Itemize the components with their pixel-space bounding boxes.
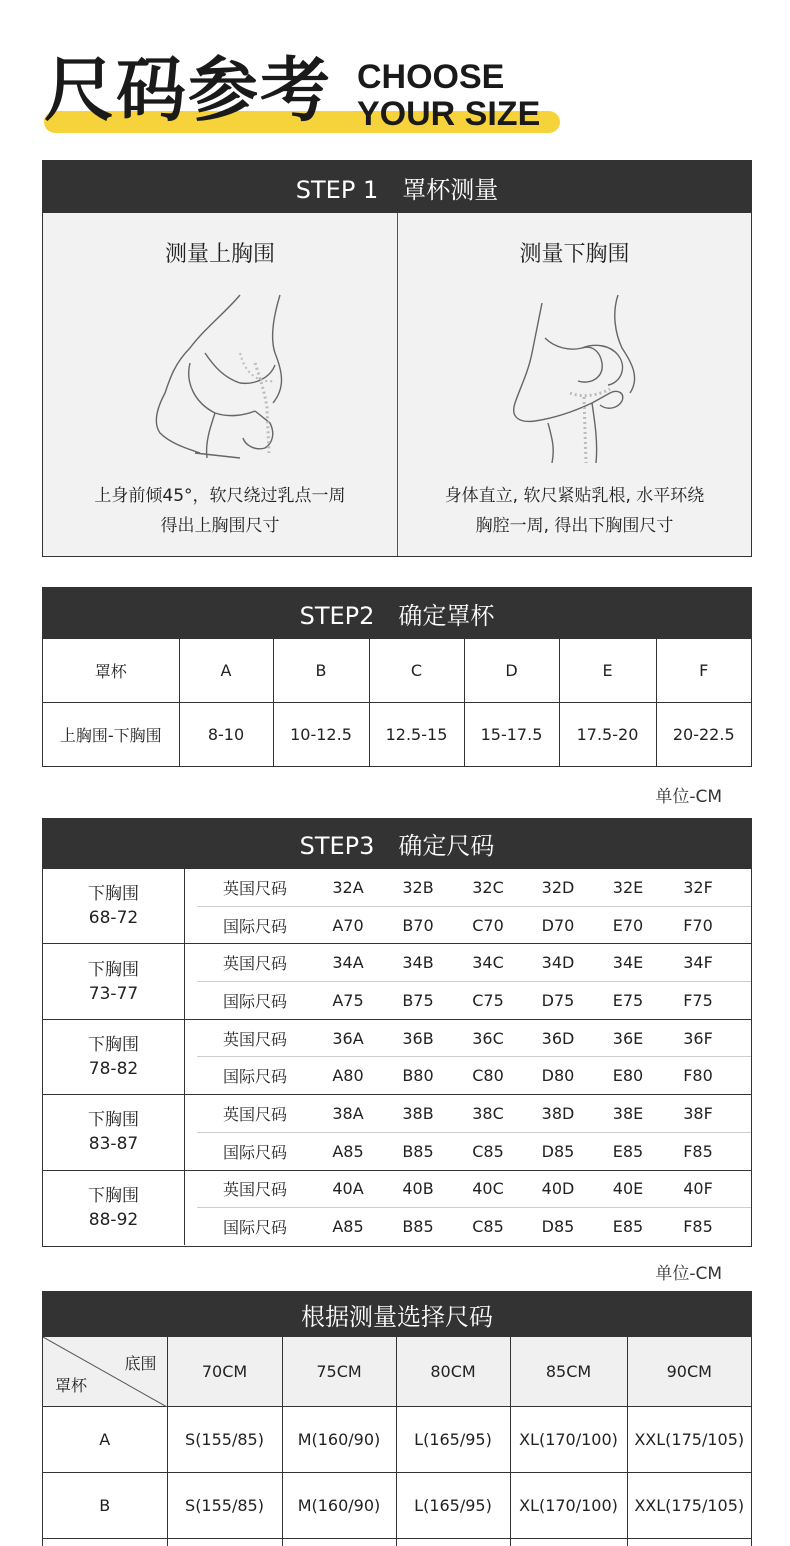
size-value: F85: [683, 1141, 713, 1161]
underbust-range-label: [43, 1171, 185, 1245]
size-value: A80: [332, 1066, 364, 1086]
size-value: D85: [541, 1141, 575, 1161]
page-title-en-line1: CHOOSE: [357, 58, 505, 96]
underbust-label: 下胸围: [88, 1110, 139, 1131]
table-cell: [43, 1539, 167, 1546]
size-group: [43, 868, 751, 943]
size-value: A85: [332, 1141, 364, 1161]
underbust-range: 83-87: [88, 1134, 139, 1155]
row-label: 英国尺码: [222, 1105, 287, 1125]
cup-table: [43, 638, 751, 767]
cup-cell: B: [43, 1473, 167, 1539]
underbust-range-label: [43, 1095, 185, 1169]
step2-section: [42, 587, 752, 767]
underbust-range-label: [43, 869, 185, 943]
intl-size-row: [197, 981, 751, 1019]
size-value: 32A: [332, 877, 364, 897]
upper-bust-illustration: [145, 293, 295, 463]
page-title-en-line2: YOUR SIZE: [357, 95, 541, 133]
size-value: 34B: [402, 953, 434, 973]
size-value: 38C: [472, 1104, 504, 1124]
size-value: E85: [612, 1141, 644, 1161]
size-value: 32B: [402, 877, 434, 897]
table-row: [43, 1407, 751, 1473]
table-cell: D: [464, 639, 559, 703]
page-header: [0, 0, 790, 150]
table-cell: 10-12.5: [273, 703, 369, 767]
upper-bust-desc-line1: 上身前倾45°，软尺绕过乳点一周: [94, 486, 346, 506]
table-cell: [167, 1539, 282, 1546]
underbust-label: 下胸围: [88, 1034, 139, 1055]
size-value: A70: [332, 915, 364, 935]
step3-section: [42, 818, 752, 1247]
size-value: 38B: [402, 1104, 434, 1124]
size-value: D70: [541, 915, 575, 935]
table-cell: M(160/90): [282, 1473, 396, 1539]
step1-section: [42, 160, 752, 557]
size-value: 36C: [472, 1028, 504, 1048]
size-value: 38A: [332, 1104, 364, 1124]
size-value: B80: [402, 1066, 434, 1086]
table-cell: 20-22.5: [656, 703, 751, 767]
table-cell: L(165/95): [396, 1407, 510, 1473]
under-bust-illustration: [500, 293, 650, 463]
size-value: E70: [612, 915, 644, 935]
table-cell: A: [179, 639, 273, 703]
table-row: [43, 1473, 751, 1539]
size-value: 38D: [541, 1104, 575, 1124]
size-value: 40C: [472, 1179, 504, 1199]
size-value: B85: [402, 1141, 434, 1161]
size-select-section: [42, 1291, 752, 1546]
size-value: D75: [541, 990, 575, 1010]
underbust-range: 68-72: [88, 908, 139, 929]
table-cell: [510, 1539, 627, 1546]
size-value: C85: [472, 1217, 504, 1237]
size-value: D85: [541, 1217, 575, 1237]
size-value: 40A: [332, 1179, 364, 1199]
table-cell: 12.5-15: [369, 703, 464, 767]
under-bust-panel: [397, 213, 751, 556]
size-value: 34E: [612, 953, 644, 973]
table-cell: C: [369, 639, 464, 703]
size-value: 38E: [612, 1104, 644, 1124]
size-value: 34A: [332, 953, 364, 973]
size-value: 34C: [472, 953, 504, 973]
uk-size-row: [197, 1095, 751, 1132]
row-label: 国际尺码: [222, 991, 287, 1011]
size-value: 34F: [683, 953, 713, 973]
column-header: 85CM: [510, 1337, 627, 1407]
size-value: F85: [683, 1217, 713, 1237]
size-value: 40F: [683, 1179, 713, 1199]
table-cell: [396, 1539, 510, 1546]
size-select-table: [43, 1336, 751, 1546]
size-select-heading: 根据测量选择尺码: [43, 1292, 751, 1336]
uk-size-row: [197, 1020, 751, 1057]
size-value: 32D: [541, 877, 575, 897]
intl-size-row: [197, 906, 751, 944]
size-value: 32E: [612, 877, 644, 897]
size-value: B70: [402, 915, 434, 935]
under-bust-title: 测量下胸围: [519, 242, 630, 267]
step3-heading: STEP3 确定尺码: [43, 819, 751, 868]
row-label: 英国尺码: [222, 1180, 287, 1200]
size-value: 36A: [332, 1028, 364, 1048]
underbust-label: 下胸围: [88, 959, 139, 980]
intl-size-row: [197, 1056, 751, 1094]
size-value: 36F: [683, 1028, 713, 1048]
size-value: E85: [612, 1217, 644, 1237]
size-value: B85: [402, 1217, 434, 1237]
size-value: 36D: [541, 1028, 575, 1048]
corner-cell: [43, 1337, 167, 1407]
under-bust-desc-line2: 胸腔一周, 得出下胸围尺寸: [475, 516, 674, 536]
step2-heading: STEP2 确定罩杯: [43, 588, 751, 638]
underbust-range: 73-77: [88, 983, 139, 1004]
row-label: 国际尺码: [222, 1218, 287, 1238]
unit-label: 单位-CM: [655, 1264, 722, 1284]
corner-top-label: 底围: [124, 1354, 157, 1373]
table-cell: 17.5-20: [559, 703, 656, 767]
table-cell: [282, 1539, 396, 1546]
table-row: [43, 703, 751, 767]
row-label: 国际尺码: [222, 1142, 287, 1162]
size-value: E80: [612, 1066, 644, 1086]
size-value: 40E: [612, 1179, 644, 1199]
size-value: C75: [472, 990, 504, 1010]
table-cell: B: [273, 639, 369, 703]
intl-size-row: [197, 1207, 751, 1245]
uk-size-row: [197, 1171, 751, 1208]
size-value: D80: [541, 1066, 575, 1086]
underbust-range-label: [43, 944, 185, 1018]
table-cell: XL(170/100): [510, 1407, 627, 1473]
upper-bust-title: 测量上胸围: [164, 242, 275, 267]
table-cell: 8-10: [179, 703, 273, 767]
size-value: C85: [472, 1141, 504, 1161]
column-header: 75CM: [282, 1337, 396, 1407]
underbust-range: 88-92: [88, 1209, 139, 1230]
page-title: 尺码参考: [44, 49, 332, 131]
table-cell: 上胸围-下胸围: [43, 703, 179, 767]
size-value: F75: [683, 990, 713, 1010]
size-value: 38F: [683, 1104, 713, 1124]
size-value: 36B: [402, 1028, 434, 1048]
table-cell: L(165/95): [396, 1473, 510, 1539]
table-row-partial: [43, 1539, 751, 1546]
size-group: [43, 1170, 751, 1245]
table-cell: M(160/90): [282, 1407, 396, 1473]
size-group: [43, 1019, 751, 1094]
unit-label: 单位-CM: [655, 787, 722, 807]
uk-size-row: [197, 944, 751, 981]
cup-cell: A: [43, 1407, 167, 1473]
row-label: 国际尺码: [222, 1067, 287, 1087]
column-header: 80CM: [396, 1337, 510, 1407]
table-cell: XL(170/100): [510, 1473, 627, 1539]
table-cell: S(155/85): [167, 1473, 282, 1539]
column-header: 70CM: [167, 1337, 282, 1407]
size-value: E75: [612, 990, 644, 1010]
size-value: 40B: [402, 1179, 434, 1199]
table-cell: XXL(175/105): [627, 1407, 751, 1473]
table-cell: 15-17.5: [464, 703, 559, 767]
table-cell: 罩杯: [43, 639, 179, 703]
size-value: 32C: [472, 877, 504, 897]
table-header-row: [43, 1337, 751, 1407]
size-value: C70: [472, 915, 504, 935]
size-value: 34D: [541, 953, 575, 973]
size-value: A85: [332, 1217, 364, 1237]
size-value: C80: [472, 1066, 504, 1086]
underbust-label: 下胸围: [88, 884, 139, 905]
table-cell: E: [559, 639, 656, 703]
size-value: 36E: [612, 1028, 644, 1048]
corner-bottom-label: 罩杯: [55, 1376, 88, 1395]
uk-size-row: [197, 869, 751, 906]
size-group: [43, 1094, 751, 1169]
row-label: 国际尺码: [222, 916, 287, 936]
size-group: [43, 943, 751, 1018]
intl-size-row: [197, 1132, 751, 1170]
underbust-label: 下胸围: [88, 1185, 139, 1206]
under-bust-desc-line1: 身体直立, 软尺紧贴乳根, 水平环绕: [444, 486, 705, 506]
upper-bust-panel: [43, 213, 397, 556]
table-cell: XXL(175/105): [627, 1473, 751, 1539]
underbust-range: 78-82: [88, 1058, 139, 1079]
row-label: 英国尺码: [222, 878, 287, 898]
table-row: [43, 639, 751, 703]
size-value: A75: [332, 990, 364, 1010]
size-value: B75: [402, 990, 434, 1010]
underbust-range-label: [43, 1020, 185, 1094]
size-value: 32F: [683, 877, 713, 897]
column-header: 90CM: [627, 1337, 751, 1407]
step1-heading: STEP 1 罩杯测量: [43, 161, 751, 213]
size-value: F70: [683, 915, 713, 935]
table-cell: F: [656, 639, 751, 703]
row-label: 英国尺码: [222, 954, 287, 974]
table-cell: [627, 1539, 751, 1546]
table-cell: S(155/85): [167, 1407, 282, 1473]
upper-bust-desc-line2: 得出上胸围尺寸: [160, 516, 280, 536]
size-value: 40D: [541, 1179, 575, 1199]
size-value: F80: [683, 1066, 713, 1086]
row-label: 英国尺码: [222, 1029, 287, 1049]
